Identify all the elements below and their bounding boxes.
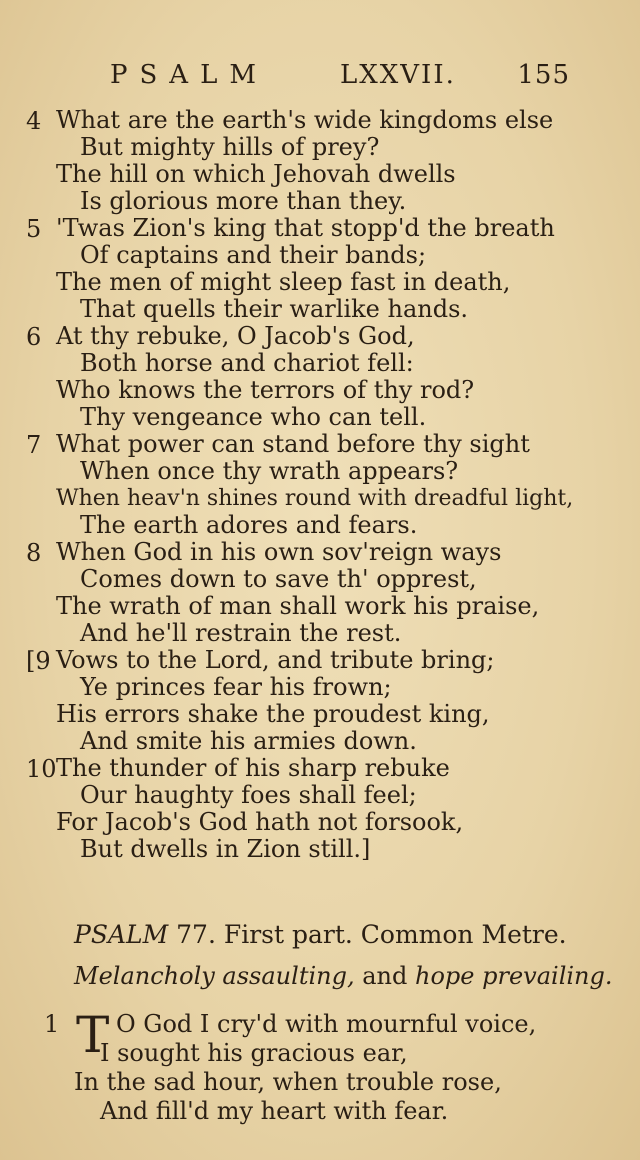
- heading-number: 77.: [176, 920, 216, 949]
- verse-line: I sought his gracious ear,: [100, 1039, 408, 1067]
- verse-line: But mighty hills of prey?: [80, 133, 380, 161]
- verse-number: 4: [26, 107, 42, 135]
- verse-line: Vows to the Lord, and tribute bring;: [56, 646, 495, 674]
- section-heading: [74, 920, 567, 949]
- stanza-list: [0, 107, 640, 863]
- subheading-part-2: hope prevailing.: [415, 962, 613, 990]
- verse-line: Of captains and their bands;: [80, 241, 427, 269]
- verse-number: 8: [26, 539, 42, 567]
- verse-line: And fill'd my heart with fear.: [100, 1097, 449, 1125]
- stanza-4: [0, 107, 640, 215]
- stanza-7: [0, 431, 640, 539]
- verse-line: In the sad hour, when trouble rose,: [74, 1068, 502, 1096]
- stanza-5: [0, 215, 640, 323]
- page-number: 155: [517, 60, 570, 90]
- verse-line: Thy vengeance who can tell.: [80, 403, 427, 431]
- stanza-9: [0, 647, 640, 755]
- psalm-77-verse-1: [0, 1006, 640, 1126]
- verse-line: Both horse and chariot fell:: [80, 349, 414, 377]
- verse-line: For Jacob's God hath not forsook,: [56, 808, 464, 836]
- verse-line: What power can stand before thy sight: [56, 430, 530, 458]
- verse-line: What are the earth's wide kingdoms else: [56, 106, 554, 134]
- stanza-6: [0, 323, 640, 431]
- verse-line: Our haughty foes shall feel;: [80, 781, 417, 809]
- verse-line: His errors shake the proudest king,: [56, 700, 490, 728]
- verse-line: When heav'n shines round with dreadful light,: [56, 486, 574, 511]
- verse-number: [9: [26, 647, 51, 675]
- verse-line: And smite his armies down.: [80, 727, 417, 755]
- subheading-and: and: [362, 962, 408, 990]
- subheading-part-1: Melancholy assaulting,: [74, 962, 355, 990]
- verse-line: Is glorious more than they.: [80, 187, 407, 215]
- verse-line: Who knows the terrors of thy rod?: [56, 376, 475, 404]
- running-header: [110, 60, 580, 100]
- verse-line: At thy rebuke, O Jacob's God,: [56, 322, 415, 350]
- stanza-10: [0, 755, 640, 863]
- verse-line: The men of might sleep fast in death,: [56, 268, 511, 296]
- verse-line: And he'll restrain the rest.: [80, 619, 402, 647]
- verse-line: When God in his own sov'reign ways: [56, 538, 502, 566]
- verse-line: 'Twas Zion's king that stopp'd the breath: [56, 214, 555, 242]
- verse-line: The earth adores and fears.: [80, 511, 418, 539]
- verse-line: The hill on which Jehovah dwells: [56, 160, 456, 188]
- verse-number: 1: [44, 1010, 60, 1038]
- section-subheading: [74, 962, 613, 990]
- drop-cap: T: [76, 1006, 110, 1064]
- stanza-8: [0, 539, 640, 647]
- verse-number: 10: [26, 755, 57, 783]
- header-psalm-number: LXXVII.: [340, 60, 456, 90]
- verse-line: The wrath of man shall work his praise,: [56, 592, 540, 620]
- verse-number: 5: [26, 215, 42, 243]
- verse-number: 6: [26, 323, 42, 351]
- heading-psalm: PSALM: [74, 920, 169, 949]
- verse-line: When once thy wrath appears?: [80, 457, 459, 485]
- verse-line: The thunder of his sharp rebuke: [56, 754, 450, 782]
- verse-line: O God I cry'd with mournful voice,: [116, 1010, 537, 1038]
- verse-line: Comes down to save th' opprest,: [80, 565, 477, 593]
- heading-metre: First part. Common Metre.: [223, 920, 567, 949]
- verse-line: That quells their warlike hands.: [80, 295, 469, 323]
- header-title: PSALM: [110, 60, 268, 90]
- verse-number: 7: [26, 431, 42, 459]
- verse-line: Ye princes fear his frown;: [80, 673, 392, 701]
- verse-line: But dwells in Zion still.]: [80, 835, 371, 863]
